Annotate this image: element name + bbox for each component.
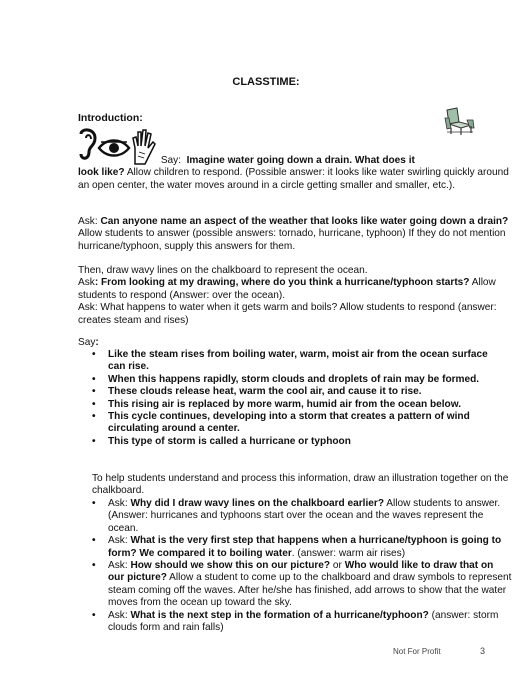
drain-question: Imagine water going down a drain. What does it — [186, 155, 415, 166]
weather-answer: Allow students to answer (possible answers: tornado, hurricane, typhoon) If they do not mention hurricane/typhoon, supply this answers for them. — [78, 228, 506, 252]
page-title: CLASSTIME: — [232, 76, 300, 88]
intro-heading: Introduction: — [78, 112, 143, 124]
paragraph-ocean — [78, 265, 514, 327]
say-heading: Say: — [78, 337, 99, 348]
chair-icon — [443, 106, 477, 136]
paragraph-ask-weather — [78, 216, 514, 253]
say-bullet-list — [92, 349, 492, 448]
page-number: 3 — [480, 646, 486, 656]
ask-label: Ask: — [78, 216, 98, 227]
say-label: Say: — [160, 155, 182, 166]
boil-question: Ask: What happens to water when it gets warm and boils? Allow students to respond (answer: creates steam and rises) — [78, 302, 497, 326]
drain-answer: Allow children to respond. (Possible answer: it looks like water swirling quickly around an open center, the water moves around in a circle getting smaller and smaller, etc.). — [78, 167, 509, 191]
list-item: • When this happens rapidly, storm clouds and droplets of rain may be formed. — [92, 374, 492, 386]
help-text: To help students understand and process this information, draw an illustration together on the chalkboard. — [92, 473, 509, 497]
draw-ocean-line: Then, draw wavy lines on the chalkboard to represent the ocean. — [78, 265, 368, 276]
list-item: • This rising air is replaced by more warm, humid air from the ocean below. — [92, 399, 492, 411]
drain-question-end: look like? — [78, 167, 125, 179]
list-item: • This cycle continues, developing into a storm that creates a pattern of wind circulating around a center. — [92, 411, 492, 436]
eye-icon — [99, 141, 129, 156]
list-item: • This type of storm is called a hurricane or typhoon — [92, 436, 492, 448]
weather-question: Can anyone name an aspect of the weather that looks like water going down a drain? — [100, 216, 509, 227]
paragraph-say-drain — [78, 155, 514, 192]
list-item: • These clouds release heat, warm the cool air, and cause it to rise. — [92, 386, 492, 398]
list-item: • Like the steam rises from boiling water, warm, moist air from the ocean surface can rise. — [92, 349, 492, 374]
list-item: • Ask: What is the next step in the formation of a hurricane/typhoon? (answer: storm clouds form and rain falls) — [92, 610, 512, 635]
footer-text: Not For Profit — [393, 647, 441, 656]
hurricane-start-question: : From looking at my drawing, where do you think a hurricane/typhoon starts? — [94, 277, 470, 289]
hurricane-start-answer: Allow students to respond (Answer: over the ocean). — [78, 277, 496, 301]
ask-label: Ask — [78, 277, 95, 289]
list-item: • Ask: What is the very first step that happens when a hurricane/typhoon is going to form? We compared it to boiling water. (answer: warm air rises) — [92, 535, 512, 560]
list-item: • Ask: Why did I draw wavy lines on the chalkboard earlier? Allow students to answer. (Answer: hurricanes and typhoons start over the ocean and the waves represent the ocean. — [92, 498, 512, 535]
list-item: • Ask: How should we show this on our picture? or Who would like to draw that on our picture? Allow a student to come up to the chalkboard and draw symbols to represent steam coming off the waves. After he/she has finished, add arrows to show that the water moves from the ocean up toward the sky. — [92, 560, 512, 610]
ask-bullet-list — [92, 498, 512, 634]
